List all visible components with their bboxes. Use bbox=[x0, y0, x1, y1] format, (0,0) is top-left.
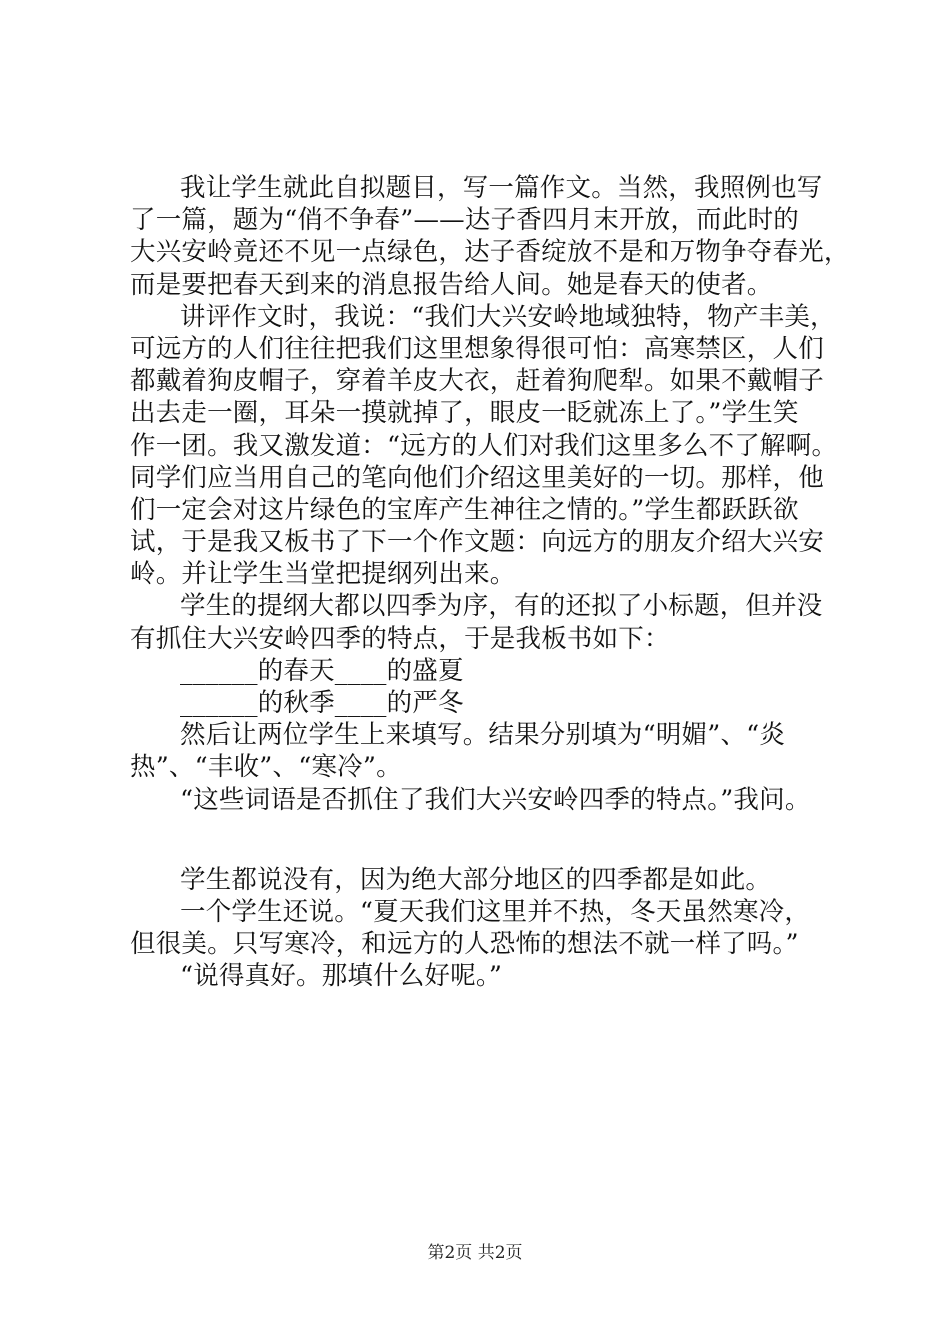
text-line: 大兴安岭竟还不见一点绿色，达子香绽放不是和万物争夺春光， bbox=[130, 237, 850, 268]
text-line: 岭。并让学生当堂把提纲列出来。 bbox=[130, 559, 516, 590]
document-body bbox=[130, 172, 860, 993]
paragraph-spacer bbox=[130, 816, 860, 864]
text-line: 了一篇，题为“俏不争春”——达子香四月末开放，而此时的 bbox=[130, 205, 799, 236]
page-footer: 第2页 共2页 bbox=[427, 1243, 523, 1263]
text-line: 讲评作文时，我说：“我们大兴安岭地域独特，物产丰美， bbox=[180, 301, 836, 332]
text-line: 试，于是我又板书了下一个作文题：向远方的朋友介绍大兴安 bbox=[130, 527, 824, 558]
text-line: 同学们应当用自己的笔向他们介绍这里美好的一切。那样，他 bbox=[130, 462, 824, 493]
text-line: 热”、“丰收”、“寒冷”。 bbox=[130, 752, 402, 783]
text-line: 作一团。我又激发道：“远方的人们对我们这里多么不了解啊。 bbox=[130, 430, 838, 461]
text-line: “说得真好。那填什么好呢。” bbox=[180, 961, 503, 992]
text-line: 出去走一圈，耳朵一摸就掉了，眼皮一眨就冻上了。”学生笑 bbox=[130, 398, 799, 429]
text-line: “这些词语是否抓住了我们大兴安岭四季的特点。”我问。 bbox=[180, 784, 811, 815]
text-line: ______的秋季____的严冬 bbox=[180, 688, 464, 718]
text-line: 都戴着狗皮帽子，穿着羊皮大衣，赶着狗爬犁。如果不戴帽子 bbox=[130, 366, 824, 397]
text-line: 学生的提纲大都以四季为序，有的还拟了小标题，但并没 bbox=[180, 591, 823, 622]
text-line: ______的春天____的盛夏 bbox=[180, 655, 464, 686]
text-line: 学生都说没有，因为绝大部分地区的四季都是如此。 bbox=[180, 864, 772, 895]
text-line: 而是要把春天到来的消息报告给人间。她是春天的使者。 bbox=[130, 269, 773, 300]
text-line: 们一定会对这片绿色的宝库产生神往之情的。”学生都跃跃欲 bbox=[130, 494, 799, 525]
text-line: 一个学生还说。“夏天我们这里并不热，冬天虽然寒冷， bbox=[180, 896, 811, 927]
text-line: 我让学生就此自拟题目，写一篇作文。当然，我照例也写 bbox=[180, 173, 823, 203]
text-line: 但很美。只写寒冷，和远方的人恐怖的想法不就一样了吗。” bbox=[130, 929, 799, 960]
text-line: 有抓住大兴安岭四季的特点，于是我板书如下： bbox=[130, 623, 670, 654]
text-line: 可远方的人们往往把我们这里想象得很可怕：高寒禁区，人们 bbox=[130, 333, 824, 364]
text-line: 然后让两位学生上来填写。结果分别填为“明媚”、“炎 bbox=[180, 720, 786, 751]
